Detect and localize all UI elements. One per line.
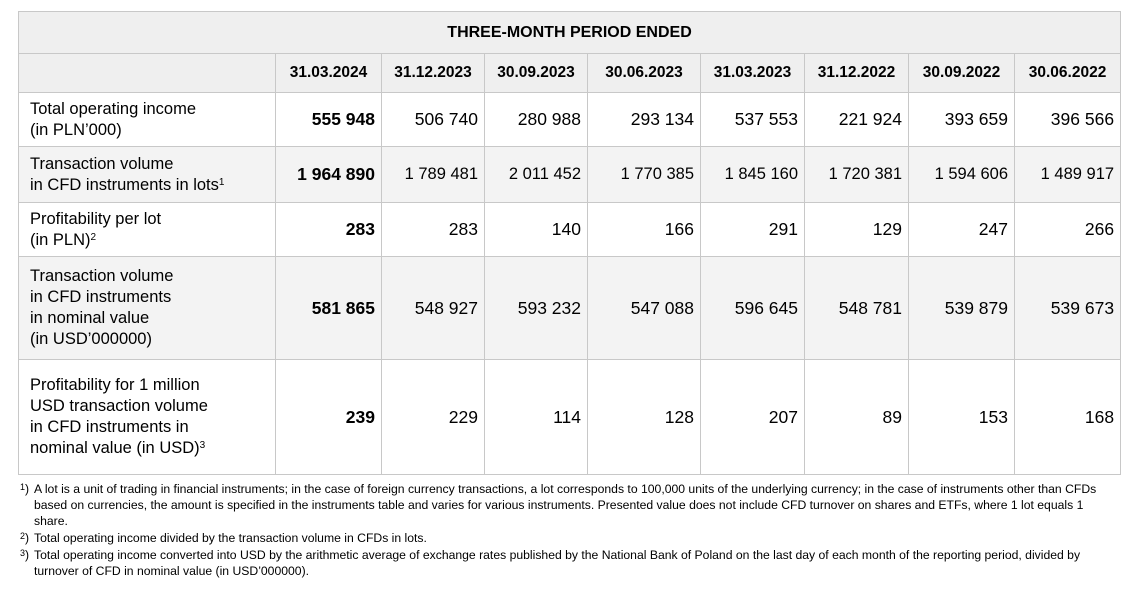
column-header: 30.09.2022 <box>909 54 1015 93</box>
footnote-marker: 2 <box>90 231 97 243</box>
footnote-number-value: 1 <box>20 482 26 493</box>
value-cell: 114 <box>485 360 588 475</box>
column-header: 31.12.2023 <box>382 54 485 93</box>
value-cell: 291 <box>701 203 805 257</box>
value-cell: 128 <box>588 360 701 475</box>
value-cell: 547 088 <box>588 257 701 360</box>
value-cell: 539 879 <box>909 257 1015 360</box>
value-cell: 166 <box>588 203 701 257</box>
value-cell: 1 489 917 <box>1015 147 1121 203</box>
footnote-text: Total operating income converted into USD by the arithmetic average of exchange rates published by the National Bank of Poland on the last day of each month of the reporting period, divided by turnover of CFD in nominal value (in USD’000000). <box>34 548 1081 578</box>
row-label-line: (in USD’000000) <box>30 330 152 348</box>
value-cell: 1 594 606 <box>909 147 1015 203</box>
value-cell: 1 789 481 <box>382 147 485 203</box>
kpi-table <box>18 11 1121 475</box>
row-label <box>19 147 276 203</box>
column-header: 31.12.2022 <box>805 54 909 93</box>
row-label-line: Total operating income <box>30 99 197 118</box>
column-header: 30.06.2022 <box>1015 54 1121 93</box>
value-cell: 596 645 <box>701 257 805 360</box>
row-label-line: USD transaction volume <box>30 397 208 415</box>
row-label-line: (in PLN) <box>30 230 91 249</box>
column-header: 31.03.2024 <box>276 54 382 93</box>
row-label-line: Profitability for 1 million <box>30 376 200 394</box>
value-cell: 593 232 <box>485 257 588 360</box>
footnote-text: Total operating income divided by the transaction volume in CFDs in lots. <box>34 531 427 545</box>
value-cell: 1 720 381 <box>805 147 909 203</box>
value-cell: 537 553 <box>701 93 805 147</box>
value-cell: 129 <box>805 203 909 257</box>
footnote-number: $^3$) <box>20 548 30 562</box>
footnote-item <box>20 547 1100 579</box>
value-cell: 280 988 <box>485 93 588 147</box>
value-cell: 266 <box>1015 203 1121 257</box>
header-corner-cell <box>19 54 276 93</box>
table-row <box>19 203 1121 257</box>
value-cell: 396 566 <box>1015 93 1121 147</box>
value-cell: 247 <box>909 203 1015 257</box>
value-cell: 168 <box>1015 360 1121 475</box>
value-cell: 393 659 <box>909 93 1015 147</box>
value-cell: 239 <box>276 360 382 475</box>
value-cell: 283 <box>382 203 485 257</box>
column-header: 30.06.2023 <box>588 54 701 93</box>
table-row <box>19 257 1121 360</box>
row-label-line: Transaction volume <box>30 154 174 173</box>
row-label-line: in CFD instruments in <box>30 418 189 436</box>
value-cell: 221 924 <box>805 93 909 147</box>
row-label <box>19 257 276 360</box>
table-row <box>19 147 1121 203</box>
value-cell: 89 <box>805 360 909 475</box>
row-label-line: Transaction volume <box>30 267 174 285</box>
row-label-line: (in PLN’000) <box>30 120 122 139</box>
row-label <box>19 360 276 475</box>
financial-table-wrapper <box>18 11 1120 475</box>
footnote-number: $^1$) <box>20 482 30 496</box>
value-cell: 555 948 <box>276 93 382 147</box>
value-cell: 229 <box>382 360 485 475</box>
value-cell: 506 740 <box>382 93 485 147</box>
row-label-line: in CFD instruments in lots <box>30 175 219 194</box>
value-cell: 548 927 <box>382 257 485 360</box>
footnote-marker: 3 <box>199 440 206 451</box>
footnote-number: $^2$) <box>20 531 30 545</box>
column-header: 31.03.2023 <box>701 54 805 93</box>
table-title: THREE-MONTH PERIOD ENDED <box>19 12 1121 54</box>
value-cell: 1 770 385 <box>588 147 701 203</box>
footnote-text: A lot is a unit of trading in financial instruments; in the case of foreign currency transactions, a lot corresponds to 100,000 units of the underlying currency; in the case of instruments other than CFDs based on currencies, the amount is specified in the instruments table and varies for various instruments. Presented value does not include CFD turnover on shares and ETFs, where 1 lot equals 1 share. <box>34 482 1097 528</box>
value-cell: 581 865 <box>276 257 382 360</box>
row-label-line: Profitability per lot <box>30 209 162 228</box>
row-label <box>19 93 276 147</box>
row-label-line: in nominal value <box>30 309 150 327</box>
value-cell: 2 011 452 <box>485 147 588 203</box>
value-cell: 293 134 <box>588 93 701 147</box>
row-label-line: nominal value (in USD) <box>30 439 200 457</box>
value-cell: 1 964 890 <box>276 147 382 203</box>
table-row <box>19 360 1121 475</box>
value-cell: 153 <box>909 360 1015 475</box>
column-header: 30.09.2023 <box>485 54 588 93</box>
value-cell: 140 <box>485 203 588 257</box>
footnotes <box>20 481 1100 580</box>
row-label <box>19 203 276 257</box>
footnote-number-value: 3 <box>20 548 26 559</box>
row-label-line: in CFD instruments <box>30 288 172 306</box>
value-cell: 539 673 <box>1015 257 1121 360</box>
footnote-item <box>20 481 1100 529</box>
footnote-item <box>20 530 1100 546</box>
value-cell: 1 845 160 <box>701 147 805 203</box>
value-cell: 283 <box>276 203 382 257</box>
footnote-number-value: 2 <box>20 531 26 542</box>
value-cell: 548 781 <box>805 257 909 360</box>
table-row <box>19 93 1121 147</box>
footnote-marker: 1 <box>218 176 225 188</box>
value-cell: 207 <box>701 360 805 475</box>
